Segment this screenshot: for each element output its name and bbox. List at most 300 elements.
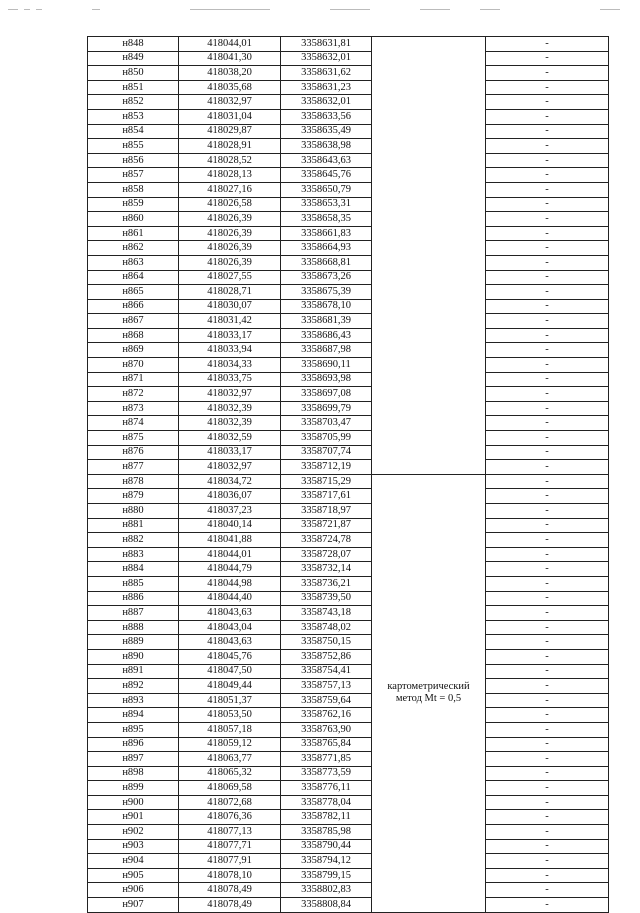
y-coordinate-cell: 3358763,90 — [281, 722, 372, 737]
x-coordinate-cell: 418078,49 — [179, 883, 281, 898]
table-row — [88, 868, 609, 883]
point-name-cell: н872 — [88, 387, 179, 402]
table-row — [88, 752, 609, 767]
point-name-cell: н871 — [88, 372, 179, 387]
note-cell: - — [486, 124, 609, 139]
x-coordinate-cell: 418026,39 — [179, 212, 281, 227]
x-coordinate-cell: 418065,32 — [179, 766, 281, 781]
point-name-cell: н891 — [88, 664, 179, 679]
point-name-cell: н902 — [88, 825, 179, 840]
x-coordinate-cell: 418026,39 — [179, 226, 281, 241]
point-name-cell: н851 — [88, 80, 179, 95]
point-name-cell: н894 — [88, 708, 179, 723]
note-cell: - — [486, 358, 609, 373]
note-cell: - — [486, 80, 609, 95]
x-coordinate-cell: 418032,97 — [179, 387, 281, 402]
point-name-cell: н866 — [88, 299, 179, 314]
x-coordinate-cell: 418043,63 — [179, 606, 281, 621]
note-cell: - — [486, 898, 609, 913]
point-name-cell: н876 — [88, 445, 179, 460]
table-row — [88, 314, 609, 329]
y-coordinate-cell: 3358631,23 — [281, 80, 372, 95]
x-coordinate-cell: 418041,30 — [179, 51, 281, 66]
y-coordinate-cell: 3358762,16 — [281, 708, 372, 723]
table-row — [88, 255, 609, 270]
y-coordinate-cell: 3358699,79 — [281, 401, 372, 416]
x-coordinate-cell: 418038,20 — [179, 66, 281, 81]
note-cell: - — [486, 416, 609, 431]
y-coordinate-cell: 3358732,14 — [281, 562, 372, 577]
y-coordinate-cell: 3358638,98 — [281, 139, 372, 154]
y-coordinate-cell: 3358643,63 — [281, 153, 372, 168]
note-cell: - — [486, 576, 609, 591]
table-row — [88, 168, 609, 183]
note-cell: - — [486, 562, 609, 577]
y-coordinate-cell: 3358686,43 — [281, 328, 372, 343]
note-cell: - — [486, 445, 609, 460]
y-coordinate-cell: 3358782,11 — [281, 810, 372, 825]
table-row — [88, 124, 609, 139]
point-name-cell: н864 — [88, 270, 179, 285]
point-name-cell: н850 — [88, 66, 179, 81]
table-row — [88, 401, 609, 416]
y-coordinate-cell: 3358718,97 — [281, 504, 372, 519]
point-name-cell: н897 — [88, 752, 179, 767]
note-cell: - — [486, 241, 609, 256]
note-cell: - — [486, 285, 609, 300]
x-coordinate-cell: 418035,68 — [179, 80, 281, 95]
note-cell: - — [486, 212, 609, 227]
table-row — [88, 416, 609, 431]
note-cell: - — [486, 883, 609, 898]
y-coordinate-cell: 3358661,83 — [281, 226, 372, 241]
table-row — [88, 825, 609, 840]
table-row — [88, 649, 609, 664]
coordinates-table-body — [88, 37, 609, 913]
table-row — [88, 431, 609, 446]
y-coordinate-cell: 3358771,85 — [281, 752, 372, 767]
note-cell: - — [486, 270, 609, 285]
table-row — [88, 372, 609, 387]
y-coordinate-cell: 3358697,08 — [281, 387, 372, 402]
note-cell: - — [486, 737, 609, 752]
y-coordinate-cell: 3358650,79 — [281, 182, 372, 197]
table-row — [88, 212, 609, 227]
table-row — [88, 358, 609, 373]
point-name-cell: н854 — [88, 124, 179, 139]
point-name-cell: н875 — [88, 431, 179, 446]
method-text-line1: картометрический — [387, 681, 470, 693]
note-cell: - — [486, 868, 609, 883]
x-coordinate-cell: 418047,50 — [179, 664, 281, 679]
point-name-cell: н848 — [88, 37, 179, 52]
y-coordinate-cell: 3358707,74 — [281, 445, 372, 460]
y-coordinate-cell: 3358776,11 — [281, 781, 372, 796]
note-cell: - — [486, 66, 609, 81]
point-name-cell: н865 — [88, 285, 179, 300]
point-name-cell: н888 — [88, 620, 179, 635]
x-coordinate-cell: 418032,97 — [179, 460, 281, 475]
x-coordinate-cell: 418045,76 — [179, 649, 281, 664]
point-name-cell: н898 — [88, 766, 179, 781]
table-row — [88, 387, 609, 402]
y-coordinate-cell: 3358743,18 — [281, 606, 372, 621]
y-coordinate-cell: 3358721,87 — [281, 518, 372, 533]
table-row — [88, 518, 609, 533]
table-row — [88, 606, 609, 621]
x-coordinate-cell: 418028,52 — [179, 153, 281, 168]
note-cell: - — [486, 693, 609, 708]
point-name-cell: н855 — [88, 139, 179, 154]
x-coordinate-cell: 418078,49 — [179, 898, 281, 913]
x-coordinate-cell: 418051,37 — [179, 693, 281, 708]
x-coordinate-cell: 418028,13 — [179, 168, 281, 183]
table-row — [88, 299, 609, 314]
note-cell: - — [486, 37, 609, 52]
note-cell: - — [486, 255, 609, 270]
x-coordinate-cell: 418031,42 — [179, 314, 281, 329]
coordinates-table — [87, 36, 609, 913]
y-coordinate-cell: 3358633,56 — [281, 109, 372, 124]
x-coordinate-cell: 418030,07 — [179, 299, 281, 314]
x-coordinate-cell: 418078,10 — [179, 868, 281, 883]
table-row — [88, 66, 609, 81]
point-name-cell: н892 — [88, 679, 179, 694]
note-cell: - — [486, 314, 609, 329]
point-name-cell: н896 — [88, 737, 179, 752]
note-cell: - — [486, 474, 609, 489]
x-coordinate-cell: 418028,91 — [179, 139, 281, 154]
x-coordinate-cell: 418034,72 — [179, 474, 281, 489]
table-row — [88, 445, 609, 460]
x-coordinate-cell: 418033,17 — [179, 328, 281, 343]
table-row — [88, 547, 609, 562]
y-coordinate-cell: 3358668,81 — [281, 255, 372, 270]
table-row — [88, 182, 609, 197]
y-coordinate-cell: 3358752,86 — [281, 649, 372, 664]
table-row — [88, 95, 609, 110]
table-row — [88, 679, 609, 694]
y-coordinate-cell: 3358728,07 — [281, 547, 372, 562]
note-cell: - — [486, 489, 609, 504]
y-coordinate-cell: 3358790,44 — [281, 839, 372, 854]
y-coordinate-cell: 3358802,83 — [281, 883, 372, 898]
x-coordinate-cell: 418032,39 — [179, 401, 281, 416]
point-name-cell: н858 — [88, 182, 179, 197]
note-cell: - — [486, 766, 609, 781]
x-coordinate-cell: 418043,04 — [179, 620, 281, 635]
y-coordinate-cell: 3358757,13 — [281, 679, 372, 694]
table-row — [88, 839, 609, 854]
point-name-cell: н882 — [88, 533, 179, 548]
table-row — [88, 343, 609, 358]
point-name-cell: н867 — [88, 314, 179, 329]
point-name-cell: н868 — [88, 328, 179, 343]
table-row — [88, 810, 609, 825]
y-coordinate-cell: 3358675,39 — [281, 285, 372, 300]
table-row — [88, 766, 609, 781]
table-row — [88, 795, 609, 810]
point-name-cell: н859 — [88, 197, 179, 212]
point-name-cell: н852 — [88, 95, 179, 110]
x-coordinate-cell: 418076,36 — [179, 810, 281, 825]
point-name-cell: н853 — [88, 109, 179, 124]
note-cell: - — [486, 825, 609, 840]
note-cell: - — [486, 504, 609, 519]
x-coordinate-cell: 418028,71 — [179, 285, 281, 300]
note-cell: - — [486, 620, 609, 635]
table-row — [88, 328, 609, 343]
point-name-cell: н869 — [88, 343, 179, 358]
y-coordinate-cell: 3358664,93 — [281, 241, 372, 256]
y-coordinate-cell: 3358739,50 — [281, 591, 372, 606]
table-row — [88, 241, 609, 256]
x-coordinate-cell: 418027,16 — [179, 182, 281, 197]
table-row — [88, 708, 609, 723]
table-row — [88, 635, 609, 650]
table-row — [88, 854, 609, 869]
method-text-line2: метод Mt = 0,5 — [395, 693, 462, 705]
note-cell: - — [486, 387, 609, 402]
x-coordinate-cell: 418032,59 — [179, 431, 281, 446]
x-coordinate-cell: 418044,98 — [179, 576, 281, 591]
point-name-cell: н849 — [88, 51, 179, 66]
y-coordinate-cell: 3358785,98 — [281, 825, 372, 840]
point-name-cell: н899 — [88, 781, 179, 796]
x-coordinate-cell: 418057,18 — [179, 722, 281, 737]
x-coordinate-cell: 418026,58 — [179, 197, 281, 212]
table-row — [88, 504, 609, 519]
note-cell: - — [486, 182, 609, 197]
note-cell: - — [486, 679, 609, 694]
note-cell: - — [486, 839, 609, 854]
y-coordinate-cell: 3358693,98 — [281, 372, 372, 387]
y-coordinate-cell: 3358799,15 — [281, 868, 372, 883]
x-coordinate-cell: 418027,55 — [179, 270, 281, 285]
point-name-cell: н889 — [88, 635, 179, 650]
note-cell: - — [486, 810, 609, 825]
point-name-cell: н903 — [88, 839, 179, 854]
y-coordinate-cell: 3358778,04 — [281, 795, 372, 810]
x-coordinate-cell: 418033,75 — [179, 372, 281, 387]
note-cell: - — [486, 606, 609, 621]
y-coordinate-cell: 3358703,47 — [281, 416, 372, 431]
y-coordinate-cell: 3358736,21 — [281, 576, 372, 591]
x-coordinate-cell: 418044,79 — [179, 562, 281, 577]
y-coordinate-cell: 3358690,11 — [281, 358, 372, 373]
y-coordinate-cell: 3358631,81 — [281, 37, 372, 52]
table-row — [88, 533, 609, 548]
point-name-cell: н895 — [88, 722, 179, 737]
x-coordinate-cell: 418077,91 — [179, 854, 281, 869]
note-cell: - — [486, 95, 609, 110]
note-cell: - — [486, 51, 609, 66]
point-name-cell: н873 — [88, 401, 179, 416]
y-coordinate-cell: 3358705,99 — [281, 431, 372, 446]
table-row — [88, 722, 609, 737]
note-cell: - — [486, 372, 609, 387]
point-name-cell: н874 — [88, 416, 179, 431]
x-coordinate-cell: 418031,04 — [179, 109, 281, 124]
y-coordinate-cell: 3358724,78 — [281, 533, 372, 548]
note-cell: - — [486, 722, 609, 737]
point-name-cell: н886 — [88, 591, 179, 606]
table-row — [88, 80, 609, 95]
method-cell — [372, 474, 486, 912]
y-coordinate-cell: 3358687,98 — [281, 343, 372, 358]
point-name-cell: н863 — [88, 255, 179, 270]
note-cell: - — [486, 197, 609, 212]
table-row — [88, 51, 609, 66]
point-name-cell: н906 — [88, 883, 179, 898]
table-row — [88, 460, 609, 475]
point-name-cell: н861 — [88, 226, 179, 241]
x-coordinate-cell: 418029,87 — [179, 124, 281, 139]
x-coordinate-cell: 418033,94 — [179, 343, 281, 358]
table-row — [88, 226, 609, 241]
x-coordinate-cell: 418072,68 — [179, 795, 281, 810]
y-coordinate-cell: 3358653,31 — [281, 197, 372, 212]
note-cell: - — [486, 343, 609, 358]
table-row — [88, 591, 609, 606]
point-name-cell: н883 — [88, 547, 179, 562]
y-coordinate-cell: 3358631,62 — [281, 66, 372, 81]
point-name-cell: н877 — [88, 460, 179, 475]
x-coordinate-cell: 418053,50 — [179, 708, 281, 723]
note-cell: - — [486, 649, 609, 664]
x-coordinate-cell: 418063,77 — [179, 752, 281, 767]
note-cell: - — [486, 153, 609, 168]
x-coordinate-cell: 418026,39 — [179, 241, 281, 256]
y-coordinate-cell: 3358773,59 — [281, 766, 372, 781]
note-cell: - — [486, 460, 609, 475]
note-cell: - — [486, 664, 609, 679]
x-coordinate-cell: 418044,40 — [179, 591, 281, 606]
table-row — [88, 139, 609, 154]
point-name-cell: н885 — [88, 576, 179, 591]
point-name-cell: н893 — [88, 693, 179, 708]
x-coordinate-cell: 418032,39 — [179, 416, 281, 431]
y-coordinate-cell: 3358632,01 — [281, 95, 372, 110]
y-coordinate-cell: 3358645,76 — [281, 168, 372, 183]
table-row — [88, 693, 609, 708]
y-coordinate-cell: 3358765,84 — [281, 737, 372, 752]
x-coordinate-cell: 418040,14 — [179, 518, 281, 533]
point-name-cell: н904 — [88, 854, 179, 869]
note-cell: - — [486, 226, 609, 241]
table-row — [88, 489, 609, 504]
table-row — [88, 781, 609, 796]
point-name-cell: н860 — [88, 212, 179, 227]
point-name-cell: н890 — [88, 649, 179, 664]
x-coordinate-cell: 418034,33 — [179, 358, 281, 373]
x-coordinate-cell: 418032,97 — [179, 95, 281, 110]
x-coordinate-cell: 418026,39 — [179, 255, 281, 270]
note-cell: - — [486, 299, 609, 314]
point-name-cell: н879 — [88, 489, 179, 504]
point-name-cell: н857 — [88, 168, 179, 183]
point-name-cell: н900 — [88, 795, 179, 810]
x-coordinate-cell: 418044,01 — [179, 547, 281, 562]
point-name-cell: н884 — [88, 562, 179, 577]
note-cell: - — [486, 401, 609, 416]
y-coordinate-cell: 3358794,12 — [281, 854, 372, 869]
point-name-cell: н881 — [88, 518, 179, 533]
y-coordinate-cell: 3358673,26 — [281, 270, 372, 285]
table-row — [88, 285, 609, 300]
table-row — [88, 737, 609, 752]
x-coordinate-cell: 418033,17 — [179, 445, 281, 460]
y-coordinate-cell: 3358750,15 — [281, 635, 372, 650]
x-coordinate-cell: 418037,23 — [179, 504, 281, 519]
table-row — [88, 620, 609, 635]
table-row — [88, 883, 609, 898]
y-coordinate-cell: 3358808,84 — [281, 898, 372, 913]
table-row — [88, 37, 609, 52]
y-coordinate-cell: 3358678,10 — [281, 299, 372, 314]
point-name-cell: н901 — [88, 810, 179, 825]
note-cell: - — [486, 518, 609, 533]
point-name-cell: н870 — [88, 358, 179, 373]
y-coordinate-cell: 3358715,29 — [281, 474, 372, 489]
table-row — [88, 576, 609, 591]
y-coordinate-cell: 3358759,64 — [281, 693, 372, 708]
y-coordinate-cell: 3358681,39 — [281, 314, 372, 329]
note-cell: - — [486, 328, 609, 343]
point-name-cell: н878 — [88, 474, 179, 489]
y-coordinate-cell: 3358635,49 — [281, 124, 372, 139]
x-coordinate-cell: 418069,58 — [179, 781, 281, 796]
x-coordinate-cell: 418049,44 — [179, 679, 281, 694]
method-cell-empty — [372, 37, 486, 475]
y-coordinate-cell: 3358717,61 — [281, 489, 372, 504]
table-row — [88, 153, 609, 168]
note-cell: - — [486, 708, 609, 723]
note-cell: - — [486, 431, 609, 446]
table-row — [88, 109, 609, 124]
y-coordinate-cell: 3358658,35 — [281, 212, 372, 227]
note-cell: - — [486, 591, 609, 606]
note-cell: - — [486, 109, 609, 124]
table-row — [88, 562, 609, 577]
note-cell: - — [486, 139, 609, 154]
note-cell: - — [486, 547, 609, 562]
point-name-cell: н887 — [88, 606, 179, 621]
y-coordinate-cell: 3358748,02 — [281, 620, 372, 635]
y-coordinate-cell: 3358632,01 — [281, 51, 372, 66]
point-name-cell: н862 — [88, 241, 179, 256]
table-row — [88, 474, 609, 489]
table-row — [88, 197, 609, 212]
point-name-cell: н907 — [88, 898, 179, 913]
x-coordinate-cell: 418041,88 — [179, 533, 281, 548]
y-coordinate-cell: 3358754,41 — [281, 664, 372, 679]
point-name-cell: н880 — [88, 504, 179, 519]
note-cell: - — [486, 752, 609, 767]
note-cell: - — [486, 854, 609, 869]
x-coordinate-cell: 418077,71 — [179, 839, 281, 854]
note-cell: - — [486, 795, 609, 810]
x-coordinate-cell: 418043,63 — [179, 635, 281, 650]
point-name-cell: н905 — [88, 868, 179, 883]
table-row — [88, 270, 609, 285]
y-coordinate-cell: 3358712,19 — [281, 460, 372, 475]
x-coordinate-cell: 418036,07 — [179, 489, 281, 504]
scan-header-marks — [0, 0, 640, 20]
x-coordinate-cell: 418059,12 — [179, 737, 281, 752]
note-cell: - — [486, 635, 609, 650]
note-cell: - — [486, 168, 609, 183]
